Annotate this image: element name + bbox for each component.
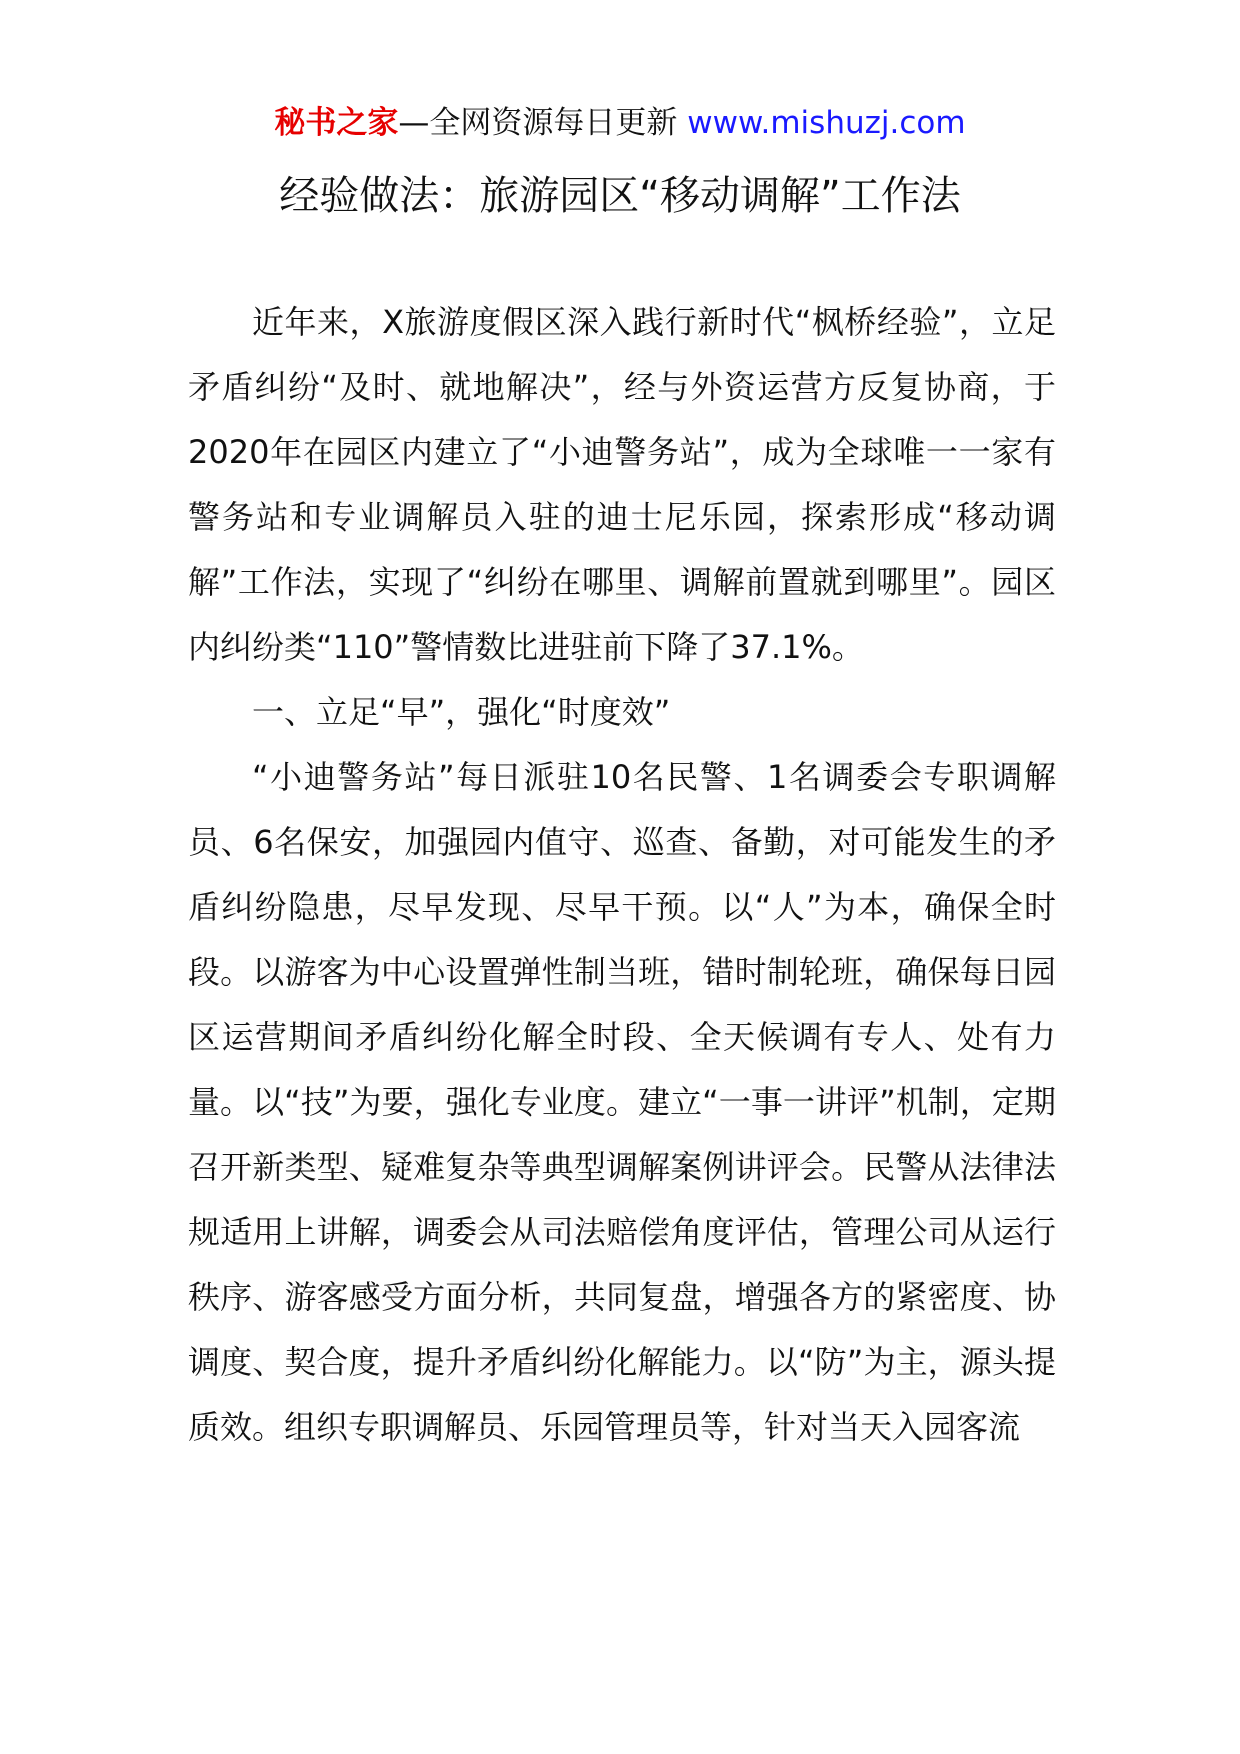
document-title: 经验做法：旅游园区“移动调解”工作法 — [279, 173, 961, 219]
site-url-link[interactable]: www.mishuzj.com — [687, 105, 966, 141]
site-slogan: —全网资源每日更新 — [398, 105, 678, 141]
site-brand: 秘书之家 — [274, 105, 399, 141]
paragraph-section-1: “小迪警务站”每日派驻10名民警、1名调委会专职调解员、6名保安，加强园内值守、巡查、备勤，对可能发生的矛盾纠纷隐患，尽早发现、尽早干预。以“人”为本，确保全时段。以游客为中心设置弹性制当班，错时制轮班，确保每日园区运营期间矛盾纠纷化解全时段、全天候调有专人、处有力量。以“技”为要，强化专业度。建立“一事一讲评”机制，定期召开新类型、疑难复杂等典型调解案例讲评会。民警从法律法规适用上讲解，调委会从司法赔偿角度评估，管理公司从运行秩序、游客感受方面分析，共同复盘，增强各方的紧密度、协调度、契合度，提升矛盾纠纷化解能力。以“防”为主，源头提质效。组织专职调解员、乐园管理员等，针对当天入园客流 — [188, 758, 1056, 1446]
section-heading-1: 一、立足“早”，强化“时度效” — [252, 693, 671, 731]
paragraph-intro: 近年来，X旅游度假区深入践行新时代“枫桥经验”，立足矛盾纠纷“及时、就地解决”，经与外资运营方反复协商，于2020年在园区内建立了“小迪警务站”，成为全球唯一一家有警务站和专业调解员入驻的迪士尼乐园，探索形成“移动调解”工作法，实现了“纠纷在哪里、调解前置就到哪里”。园区内纠纷类“110”警情数比进驻前下降了37.1%。 — [188, 303, 1056, 666]
document-body — [188, 290, 1056, 1460]
site-header — [0, 100, 1240, 146]
